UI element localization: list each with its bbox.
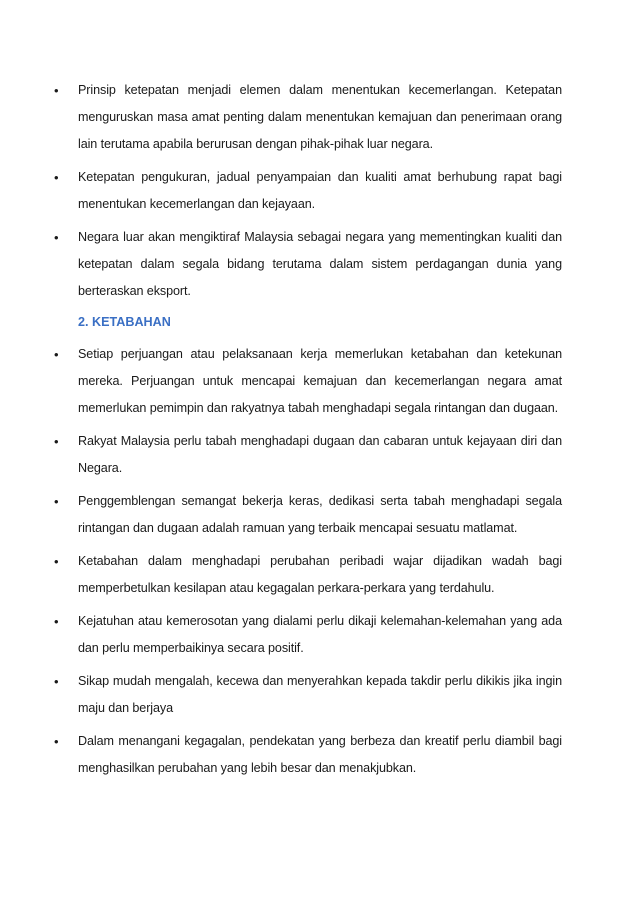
- bullet-icon: •: [54, 614, 59, 629]
- section-heading: 2. KETABAHAN: [78, 315, 171, 329]
- bullet-icon: •: [54, 734, 59, 749]
- list-item-text: Rakyat Malaysia perlu tabah menghadapi dugaan dan cabaran untuk kejayaan diri dan Negara.: [78, 434, 562, 475]
- list-item: [54, 224, 562, 305]
- bullet-icon: •: [54, 83, 59, 98]
- list-item: [54, 164, 562, 218]
- list-item: [54, 728, 562, 782]
- list-item-text: Sikap mudah mengalah, kecewa dan menyerahkan kepada takdir perlu dikikis jika ingin maju dan berjaya: [78, 674, 562, 715]
- list-item-text: Ketabahan dalam menghadapi perubahan peribadi wajar dijadikan wadah bagi memperbetulkan kesilapan atau kegagalan perkara-perkara yang terdahulu.: [78, 554, 562, 595]
- list-item: [54, 428, 562, 482]
- bullet-icon: •: [54, 170, 59, 185]
- list-item: [54, 341, 562, 422]
- list-item: [54, 608, 562, 662]
- list-item: [54, 77, 562, 158]
- bullet-icon: •: [54, 230, 59, 245]
- list-item-text: Setiap perjuangan atau pelaksanaan kerja memerlukan ketabahan dan ketekunan mereka. Perjuangan untuk mencapai kemajuan dan kecemerlangan negara amat memerlukan pemimpin dan rakyatnya tabah menghadapi segala rintangan dan dugaan.: [78, 347, 562, 415]
- bullet-list-ketabahan: [54, 341, 562, 788]
- list-item-text: Prinsip ketepatan menjadi elemen dalam menentukan kecemerlangan. Ketepatan menguruskan masa amat penting dalam menentukan kemajuan dan penerimaan orang lain terutama apabila berurusan dengan pihak-pihak luar negara.: [78, 83, 562, 151]
- list-item-text: Penggemblengan semangat bekerja keras, dedikasi serta tabah menghadapi segala rintangan dan dugaan adalah ramuan yang terbaik mencapai sesuatu matlamat.: [78, 494, 562, 535]
- bullet-icon: •: [54, 674, 59, 689]
- bullet-icon: •: [54, 347, 59, 362]
- list-item-text: Negara luar akan mengiktiraf Malaysia sebagai negara yang mementingkan kualiti dan ketepatan dalam segala bidang terutama dalam sistem perdagangan dunia yang berteraskan eksport.: [78, 230, 562, 298]
- list-item-text: Dalam menangani kegagalan, pendekatan yang berbeza dan kreatif perlu diambil bagi menghasilkan perubahan yang lebih besar dan menakjubkan.: [78, 734, 562, 775]
- list-item-text: Kejatuhan atau kemerosotan yang dialami perlu dikaji kelemahan-kelemahan yang ada dan perlu memperbaikinya secara positif.: [78, 614, 562, 655]
- bullet-icon: •: [54, 494, 59, 509]
- list-item: [54, 548, 562, 602]
- list-item: [54, 668, 562, 722]
- bullet-list-ketepatan: [54, 77, 562, 311]
- list-item: [54, 488, 562, 542]
- bullet-icon: •: [54, 554, 59, 569]
- list-item-text: Ketepatan pengukuran, jadual penyampaian dan kualiti amat berhubung rapat bagi menentukan kecemerlangan dan kejayaan.: [78, 170, 562, 211]
- bullet-icon: •: [54, 434, 59, 449]
